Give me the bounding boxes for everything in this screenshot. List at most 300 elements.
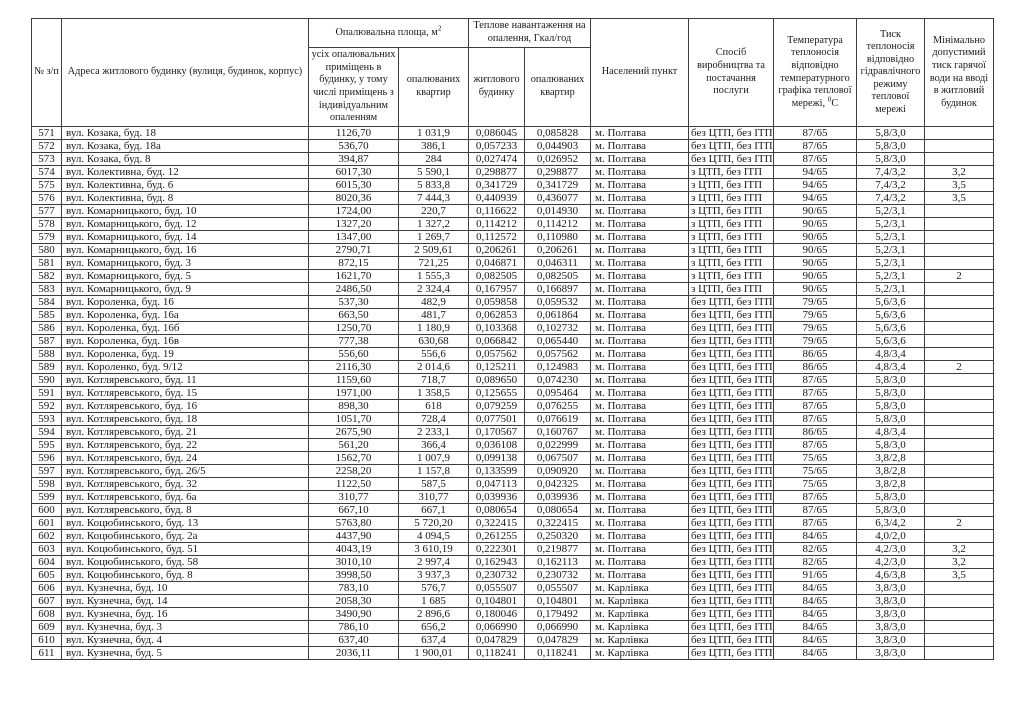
cell-area-apartments: 728,4 xyxy=(399,413,469,426)
cell-load-building: 0,077501 xyxy=(469,413,525,426)
cell-temperature: 90/65 xyxy=(774,205,857,218)
header-area-total: усіх опалювальних приміщень в будинку, у тому числі приміщень з індивідуальним опаленням xyxy=(309,48,399,127)
cell-settlement: м. Карлівка xyxy=(591,595,689,608)
cell-supply-method: без ЦТП, без ІТП xyxy=(689,309,774,322)
cell-min-pressure: 2 xyxy=(925,361,994,374)
cell-address: вул. Кузнечна, буд. 16 xyxy=(62,608,309,621)
header-temperature-superscript: 0 xyxy=(827,94,832,104)
cell-area-total: 5763,80 xyxy=(309,517,399,530)
table-row xyxy=(32,556,994,569)
cell-address: вул. Кузнечна, буд. 3 xyxy=(62,621,309,634)
cell-settlement: м. Полтава xyxy=(591,153,689,166)
cell-supply-method: без ЦТП, без ІТП xyxy=(689,296,774,309)
cell-area-total: 6017,30 xyxy=(309,166,399,179)
cell-number: 606 xyxy=(32,582,62,595)
header-group-heat-load: Теплове навантаження на опалення, Гкал/год xyxy=(469,19,591,48)
cell-supply-method: без ЦТП, без ІТП xyxy=(689,504,774,517)
cell-area-total: 1724,00 xyxy=(309,205,399,218)
cell-temperature: 84/65 xyxy=(774,634,857,647)
cell-address: вул. Котляревського, буд. 21 xyxy=(62,426,309,439)
cell-load-apartments: 0,341729 xyxy=(525,179,591,192)
cell-load-building: 0,039936 xyxy=(469,491,525,504)
cell-number: 575 xyxy=(32,179,62,192)
cell-number: 600 xyxy=(32,504,62,517)
cell-area-total: 2675,90 xyxy=(309,426,399,439)
cell-load-building: 0,341729 xyxy=(469,179,525,192)
cell-area-apartments: 2 997,4 xyxy=(399,556,469,569)
cell-area-total: 4437,90 xyxy=(309,530,399,543)
cell-temperature: 90/65 xyxy=(774,231,857,244)
cell-min-pressure: 3,2 xyxy=(925,556,994,569)
table-row xyxy=(32,153,994,166)
cell-load-apartments: 0,160767 xyxy=(525,426,591,439)
table-row xyxy=(32,179,994,192)
cell-min-pressure xyxy=(925,309,994,322)
cell-area-apartments: 482,9 xyxy=(399,296,469,309)
cell-address: вул. Коцюбинського, буд. 2а xyxy=(62,530,309,543)
cell-settlement: м. Карлівка xyxy=(591,582,689,595)
cell-area-apartments: 667,1 xyxy=(399,504,469,517)
cell-supply-method: без ЦТП, без ІТП xyxy=(689,361,774,374)
cell-load-apartments: 0,114212 xyxy=(525,218,591,231)
cell-address: вул. Комарницького, буд. 12 xyxy=(62,218,309,231)
cell-settlement: м. Полтава xyxy=(591,348,689,361)
cell-pressure: 6,3/4,2 xyxy=(857,517,925,530)
cell-pressure: 5,2/3,1 xyxy=(857,257,925,270)
header-temperature-unit: С xyxy=(831,97,839,109)
cell-supply-method: без ЦТП, без ІТП xyxy=(689,608,774,621)
cell-supply-method: без ЦТП, без ІТП xyxy=(689,413,774,426)
cell-address: вул. Короленка, буд. 16а xyxy=(62,309,309,322)
cell-area-apartments: 481,7 xyxy=(399,309,469,322)
cell-supply-method: без ЦТП, без ІТП xyxy=(689,595,774,608)
cell-number: 576 xyxy=(32,192,62,205)
cell-temperature: 84/65 xyxy=(774,530,857,543)
table-row xyxy=(32,309,994,322)
cell-address: вул. Кузнечна, буд. 4 xyxy=(62,634,309,647)
cell-supply-method: без ЦТП, без ІТП xyxy=(689,426,774,439)
cell-area-apartments: 220,7 xyxy=(399,205,469,218)
cell-number: 573 xyxy=(32,153,62,166)
cell-address: вул. Колективна, буд. 6 xyxy=(62,179,309,192)
header-group-heated-area xyxy=(309,19,469,48)
cell-address: вул. Комарницького, буд. 3 xyxy=(62,257,309,270)
cell-address: вул. Котляревського, буд. 26/5 xyxy=(62,465,309,478)
table-row xyxy=(32,244,994,257)
table-row xyxy=(32,231,994,244)
cell-temperature: 87/65 xyxy=(774,400,857,413)
cell-area-total: 663,50 xyxy=(309,309,399,322)
cell-area-total: 310,77 xyxy=(309,491,399,504)
cell-settlement: м. Полтава xyxy=(591,517,689,530)
cell-address: вул. Котляревського, буд. 24 xyxy=(62,452,309,465)
cell-settlement: м. Полтава xyxy=(591,335,689,348)
table-row xyxy=(32,140,994,153)
cell-load-building: 0,298877 xyxy=(469,166,525,179)
cell-pressure: 7,4/3,2 xyxy=(857,192,925,205)
cell-load-building: 0,125655 xyxy=(469,387,525,400)
cell-settlement: м. Полтава xyxy=(591,296,689,309)
table-row xyxy=(32,465,994,478)
cell-min-pressure xyxy=(925,153,994,166)
cell-area-apartments: 587,5 xyxy=(399,478,469,491)
cell-address: вул. Котляревського, буд. 18 xyxy=(62,413,309,426)
cell-load-apartments: 0,090920 xyxy=(525,465,591,478)
cell-load-building: 0,206261 xyxy=(469,244,525,257)
cell-load-apartments: 0,102732 xyxy=(525,322,591,335)
cell-temperature: 94/65 xyxy=(774,192,857,205)
cell-area-apartments: 386,1 xyxy=(399,140,469,153)
cell-settlement: м. Полтава xyxy=(591,127,689,140)
cell-area-total: 4043,19 xyxy=(309,543,399,556)
cell-supply-method: з ЦТП, без ІТП xyxy=(689,205,774,218)
cell-settlement: м. Полтава xyxy=(591,387,689,400)
cell-supply-method: без ЦТП, без ІТП xyxy=(689,387,774,400)
cell-min-pressure xyxy=(925,387,994,400)
cell-area-apartments: 2 014,6 xyxy=(399,361,469,374)
cell-load-apartments: 0,118241 xyxy=(525,647,591,660)
cell-area-total: 1159,60 xyxy=(309,374,399,387)
cell-load-apartments: 0,042325 xyxy=(525,478,591,491)
header-number: № з/п xyxy=(32,19,62,127)
table-row xyxy=(32,478,994,491)
cell-settlement: м. Полтава xyxy=(591,231,689,244)
cell-temperature: 94/65 xyxy=(774,179,857,192)
cell-settlement: м. Полтава xyxy=(591,465,689,478)
cell-min-pressure xyxy=(925,634,994,647)
cell-number: 611 xyxy=(32,647,62,660)
cell-min-pressure xyxy=(925,231,994,244)
cell-supply-method: без ЦТП, без ІТП xyxy=(689,465,774,478)
cell-area-total: 1327,20 xyxy=(309,218,399,231)
cell-number: 607 xyxy=(32,595,62,608)
cell-area-total: 1971,00 xyxy=(309,387,399,400)
cell-pressure: 3,8/2,8 xyxy=(857,452,925,465)
cell-number: 605 xyxy=(32,569,62,582)
cell-min-pressure xyxy=(925,478,994,491)
cell-area-total: 3998,50 xyxy=(309,569,399,582)
cell-area-apartments: 2 324,4 xyxy=(399,283,469,296)
cell-supply-method: без ЦТП, без ІТП xyxy=(689,400,774,413)
cell-min-pressure xyxy=(925,621,994,634)
cell-pressure: 5,8/3,0 xyxy=(857,374,925,387)
cell-load-apartments: 0,055507 xyxy=(525,582,591,595)
table-row xyxy=(32,361,994,374)
header-address: Адреса житлового будинку (вулиця, будинок, корпус) xyxy=(62,19,309,127)
cell-pressure: 3,8/3,0 xyxy=(857,582,925,595)
cell-load-apartments: 0,022999 xyxy=(525,439,591,452)
cell-area-total: 637,40 xyxy=(309,634,399,647)
table-row xyxy=(32,569,994,582)
cell-temperature: 91/65 xyxy=(774,569,857,582)
cell-min-pressure: 3,5 xyxy=(925,569,994,582)
cell-address: вул. Козака, буд. 18а xyxy=(62,140,309,153)
cell-number: 598 xyxy=(32,478,62,491)
cell-supply-method: без ЦТП, без ІТП xyxy=(689,491,774,504)
cell-area-total: 1621,70 xyxy=(309,270,399,283)
cell-area-total: 1051,70 xyxy=(309,413,399,426)
cell-supply-method: з ЦТП, без ІТП xyxy=(689,192,774,205)
cell-pressure: 5,6/3,6 xyxy=(857,322,925,335)
cell-pressure: 5,6/3,6 xyxy=(857,335,925,348)
table-row xyxy=(32,335,994,348)
cell-load-apartments: 0,074230 xyxy=(525,374,591,387)
cell-area-total: 537,30 xyxy=(309,296,399,309)
cell-min-pressure xyxy=(925,452,994,465)
cell-address: вул. Комарницького, буд. 14 xyxy=(62,231,309,244)
cell-min-pressure: 2 xyxy=(925,270,994,283)
cell-area-apartments: 1 180,9 xyxy=(399,322,469,335)
cell-area-total: 394,87 xyxy=(309,153,399,166)
cell-number: 583 xyxy=(32,283,62,296)
cell-pressure: 5,8/3,0 xyxy=(857,127,925,140)
cell-area-total: 2036,11 xyxy=(309,647,399,660)
cell-pressure: 5,8/3,0 xyxy=(857,387,925,400)
cell-address: вул. Котляревського, буд. 32 xyxy=(62,478,309,491)
cell-load-building: 0,322415 xyxy=(469,517,525,530)
table-row xyxy=(32,530,994,543)
cell-address: вул. Короленка, буд. 16 xyxy=(62,296,309,309)
cell-area-total: 786,10 xyxy=(309,621,399,634)
cell-area-apartments: 1 900,01 xyxy=(399,647,469,660)
cell-address: вул. Комарницького, буд. 9 xyxy=(62,283,309,296)
cell-area-apartments: 637,4 xyxy=(399,634,469,647)
cell-number: 584 xyxy=(32,296,62,309)
table-row xyxy=(32,322,994,335)
cell-load-apartments: 0,014930 xyxy=(525,205,591,218)
cell-settlement: м. Полтава xyxy=(591,205,689,218)
cell-area-apartments: 618 xyxy=(399,400,469,413)
cell-temperature: 90/65 xyxy=(774,283,857,296)
cell-min-pressure xyxy=(925,582,994,595)
cell-address: вул. Колективна, буд. 12 xyxy=(62,166,309,179)
cell-load-building: 0,082505 xyxy=(469,270,525,283)
cell-area-total: 1126,70 xyxy=(309,127,399,140)
cell-area-apartments: 310,77 xyxy=(399,491,469,504)
cell-settlement: м. Полтава xyxy=(591,192,689,205)
cell-load-apartments: 0,066990 xyxy=(525,621,591,634)
cell-supply-method: без ЦТП, без ІТП xyxy=(689,530,774,543)
cell-load-building: 0,055507 xyxy=(469,582,525,595)
cell-number: 593 xyxy=(32,413,62,426)
cell-area-total: 1122,50 xyxy=(309,478,399,491)
cell-min-pressure xyxy=(925,530,994,543)
cell-address: вул. Колективна, буд. 8 xyxy=(62,192,309,205)
cell-area-total: 556,60 xyxy=(309,348,399,361)
cell-number: 591 xyxy=(32,387,62,400)
header-area-apartments: опалюваних квартир xyxy=(399,48,469,127)
cell-supply-method: без ЦТП, без ІТП xyxy=(689,543,774,556)
cell-address: вул. Кузнечна, буд. 14 xyxy=(62,595,309,608)
cell-settlement: м. Полтава xyxy=(591,140,689,153)
header-temperature xyxy=(774,19,857,127)
cell-load-apartments: 0,219877 xyxy=(525,543,591,556)
table-row xyxy=(32,504,994,517)
cell-load-apartments: 0,059532 xyxy=(525,296,591,309)
header-area-superscript: 2 xyxy=(437,23,442,33)
cell-pressure: 4,0/2,0 xyxy=(857,530,925,543)
cell-pressure: 4,8/3,4 xyxy=(857,426,925,439)
cell-min-pressure xyxy=(925,348,994,361)
cell-load-apartments: 0,322415 xyxy=(525,517,591,530)
table-row xyxy=(32,582,994,595)
cell-pressure: 3,8/3,0 xyxy=(857,621,925,634)
cell-area-apartments: 2 896,6 xyxy=(399,608,469,621)
cell-settlement: м. Полтава xyxy=(591,491,689,504)
cell-area-apartments: 4 094,5 xyxy=(399,530,469,543)
cell-area-total: 783,10 xyxy=(309,582,399,595)
cell-area-total: 561,20 xyxy=(309,439,399,452)
cell-settlement: м. Полтава xyxy=(591,504,689,517)
cell-area-apartments: 366,4 xyxy=(399,439,469,452)
cell-number: 609 xyxy=(32,621,62,634)
cell-temperature: 87/65 xyxy=(774,517,857,530)
cell-load-apartments: 0,076255 xyxy=(525,400,591,413)
cell-settlement: м. Полтава xyxy=(591,361,689,374)
cell-min-pressure xyxy=(925,296,994,309)
cell-temperature: 94/65 xyxy=(774,166,857,179)
cell-load-building: 0,222301 xyxy=(469,543,525,556)
cell-supply-method: без ЦТП, без ІТП xyxy=(689,621,774,634)
cell-load-apartments: 0,082505 xyxy=(525,270,591,283)
cell-address: вул. Коцюбинського, буд. 51 xyxy=(62,543,309,556)
cell-load-apartments: 0,085828 xyxy=(525,127,591,140)
cell-settlement: м. Полтава xyxy=(591,426,689,439)
cell-load-apartments: 0,080654 xyxy=(525,504,591,517)
table-row xyxy=(32,205,994,218)
cell-load-apartments: 0,124983 xyxy=(525,361,591,374)
table-row xyxy=(32,491,994,504)
cell-temperature: 75/65 xyxy=(774,478,857,491)
cell-load-building: 0,047829 xyxy=(469,634,525,647)
cell-area-apartments: 1 555,3 xyxy=(399,270,469,283)
cell-area-total: 536,70 xyxy=(309,140,399,153)
cell-supply-method: без ЦТП, без ІТП xyxy=(689,647,774,660)
cell-number: 603 xyxy=(32,543,62,556)
header-pressure: Тиск теплоносія відповідно гідравлічного режиму теплової мережі xyxy=(857,19,925,127)
cell-area-total: 872,15 xyxy=(309,257,399,270)
header-load-building: житлового будинку xyxy=(469,48,525,127)
cell-pressure: 5,8/3,0 xyxy=(857,439,925,452)
cell-load-apartments: 0,110980 xyxy=(525,231,591,244)
cell-pressure: 5,8/3,0 xyxy=(857,400,925,413)
cell-min-pressure xyxy=(925,595,994,608)
cell-load-building: 0,057562 xyxy=(469,348,525,361)
cell-number: 574 xyxy=(32,166,62,179)
cell-supply-method: без ЦТП, без ІТП xyxy=(689,322,774,335)
cell-number: 578 xyxy=(32,218,62,231)
cell-address: вул. Котляревського, буд. 8 xyxy=(62,504,309,517)
cell-min-pressure: 2 xyxy=(925,517,994,530)
cell-supply-method: без ЦТП, без ІТП xyxy=(689,634,774,647)
table-row xyxy=(32,439,994,452)
cell-settlement: м. Карлівка xyxy=(591,647,689,660)
cell-number: 601 xyxy=(32,517,62,530)
cell-pressure: 3,8/2,8 xyxy=(857,465,925,478)
cell-pressure: 4,2/3,0 xyxy=(857,556,925,569)
cell-address: вул. Коцюбинського, буд. 13 xyxy=(62,517,309,530)
cell-settlement: м. Полтава xyxy=(591,543,689,556)
cell-load-apartments: 0,162113 xyxy=(525,556,591,569)
header-min-pressure: Мінімально допустимий тиск гарячої води на вводі в житловий будинок xyxy=(925,19,994,127)
cell-load-apartments: 0,061864 xyxy=(525,309,591,322)
cell-number: 604 xyxy=(32,556,62,569)
cell-area-apartments: 2 233,1 xyxy=(399,426,469,439)
table-row xyxy=(32,634,994,647)
cell-area-apartments: 3 610,19 xyxy=(399,543,469,556)
cell-min-pressure xyxy=(925,335,994,348)
table-row xyxy=(32,270,994,283)
cell-settlement: м. Карлівка xyxy=(591,621,689,634)
cell-area-apartments: 5 833,8 xyxy=(399,179,469,192)
header-settlement: Населений пункт xyxy=(591,19,689,127)
cell-settlement: м. Полтава xyxy=(591,244,689,257)
cell-min-pressure xyxy=(925,127,994,140)
cell-pressure: 5,2/3,1 xyxy=(857,218,925,231)
cell-area-apartments: 1 685 xyxy=(399,595,469,608)
cell-settlement: м. Полтава xyxy=(591,400,689,413)
cell-supply-method: з ЦТП, без ІТП xyxy=(689,231,774,244)
cell-settlement: м. Полтава xyxy=(591,569,689,582)
cell-number: 594 xyxy=(32,426,62,439)
cell-number: 610 xyxy=(32,634,62,647)
cell-min-pressure: 3,5 xyxy=(925,192,994,205)
cell-pressure: 5,2/3,1 xyxy=(857,283,925,296)
cell-pressure: 5,8/3,0 xyxy=(857,504,925,517)
cell-pressure: 5,2/3,1 xyxy=(857,231,925,244)
table-row xyxy=(32,348,994,361)
cell-pressure: 5,8/3,0 xyxy=(857,491,925,504)
table-row xyxy=(32,296,994,309)
cell-load-apartments: 0,166897 xyxy=(525,283,591,296)
cell-pressure: 3,8/3,0 xyxy=(857,608,925,621)
cell-supply-method: без ЦТП, без ІТП xyxy=(689,127,774,140)
cell-pressure: 4,6/3,8 xyxy=(857,569,925,582)
cell-load-apartments: 0,230732 xyxy=(525,569,591,582)
cell-number: 571 xyxy=(32,127,62,140)
cell-number: 586 xyxy=(32,322,62,335)
cell-address: вул. Короленко, буд. 9/12 xyxy=(62,361,309,374)
cell-load-apartments: 0,298877 xyxy=(525,166,591,179)
cell-supply-method: з ЦТП, без ІТП xyxy=(689,244,774,257)
cell-temperature: 90/65 xyxy=(774,244,857,257)
cell-address: вул. Котляревського, буд. 6а xyxy=(62,491,309,504)
cell-address: вул. Комарницького, буд. 16 xyxy=(62,244,309,257)
cell-supply-method: без ЦТП, без ІТП xyxy=(689,569,774,582)
cell-supply-method: без ЦТП, без ІТП xyxy=(689,140,774,153)
cell-load-building: 0,027474 xyxy=(469,153,525,166)
cell-address: вул. Короленка, буд. 16в xyxy=(62,335,309,348)
cell-address: вул. Коцюбинського, буд. 58 xyxy=(62,556,309,569)
cell-area-apartments: 284 xyxy=(399,153,469,166)
cell-number: 595 xyxy=(32,439,62,452)
cell-load-apartments: 0,095464 xyxy=(525,387,591,400)
cell-min-pressure xyxy=(925,400,994,413)
cell-address: вул. Котляревського, буд. 15 xyxy=(62,387,309,400)
cell-address: вул. Комарницького, буд. 5 xyxy=(62,270,309,283)
cell-pressure: 3,8/3,0 xyxy=(857,595,925,608)
cell-temperature: 82/65 xyxy=(774,556,857,569)
cell-supply-method: без ЦТП, без ІТП xyxy=(689,439,774,452)
cell-number: 602 xyxy=(32,530,62,543)
cell-load-building: 0,089650 xyxy=(469,374,525,387)
cell-supply-method: без ЦТП, без ІТП xyxy=(689,582,774,595)
cell-settlement: м. Полтава xyxy=(591,283,689,296)
cell-temperature: 75/65 xyxy=(774,452,857,465)
cell-min-pressure: 3,2 xyxy=(925,166,994,179)
cell-min-pressure xyxy=(925,608,994,621)
cell-temperature: 86/65 xyxy=(774,361,857,374)
